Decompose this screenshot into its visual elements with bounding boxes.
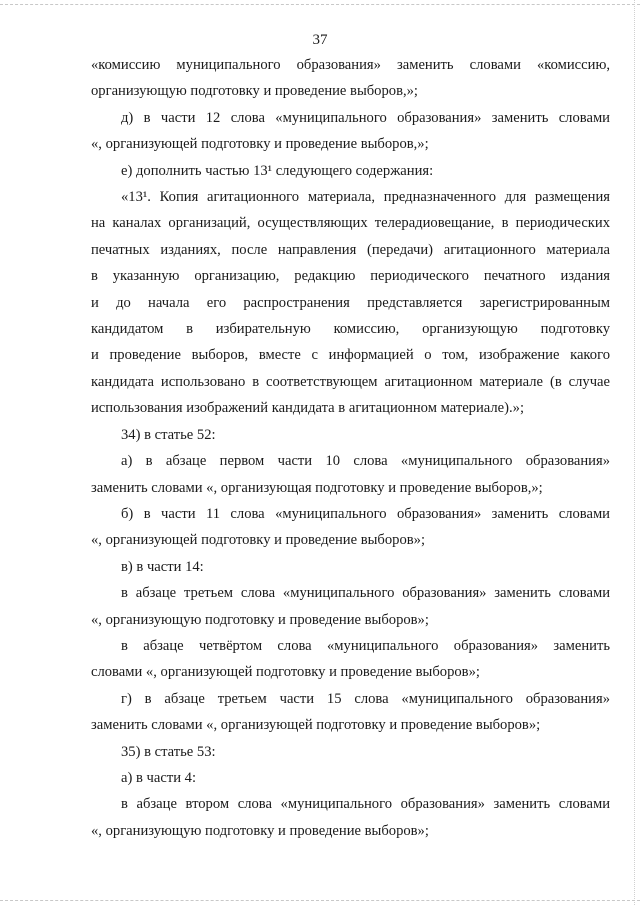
text-line-content: использования изображений кандидата в агитационном материале).»;	[91, 400, 525, 417]
text-line	[91, 290, 610, 316]
text-line-content: б) в части 11 слова «муниципального образования» заменить словами	[121, 505, 610, 522]
text-line-content: в указанную организацию, редакцию периодического печатного издания	[91, 268, 610, 285]
text-line-content: е) дополнить частью 13¹ следующего содержания:	[121, 162, 434, 179]
text-line	[91, 395, 610, 421]
scan-right-edge	[634, 0, 635, 905]
text-line-content: «, организующую подготовку и проведение выборов»;	[91, 822, 429, 839]
text-line	[91, 739, 610, 765]
text-line-content: 35) в статье 53:	[121, 743, 216, 760]
text-line-content: и до начала его распространения представляется зарегистрированным	[91, 294, 610, 311]
text-line-content: д) в части 12 слова «муниципального образования» заменить словами	[121, 109, 610, 126]
text-line	[91, 263, 610, 289]
text-line	[91, 818, 610, 844]
text-line-content: в абзаце втором слова «муниципального образования» заменить словами	[121, 796, 610, 813]
text-line-content: заменить словами «, организующая подготовку и проведение выборов,»;	[91, 479, 543, 496]
text-line	[91, 659, 610, 685]
text-line	[91, 158, 610, 184]
text-line	[91, 791, 610, 817]
text-line	[91, 184, 610, 210]
text-line	[91, 422, 610, 448]
text-line	[91, 105, 610, 131]
text-line	[91, 448, 610, 474]
text-line-content: г) в абзаце третьем части 15 слова «муниципального образования»	[121, 690, 610, 707]
text-line-content: в абзаце третьем слова «муниципального образования» заменить словами	[121, 585, 610, 602]
text-line-content: печатных изданиях, после направления (передачи) агитационного материала	[91, 241, 610, 258]
text-line	[91, 527, 610, 553]
text-line-content: словами «, организующей подготовку и проведение выборов»;	[91, 664, 480, 681]
text-line-content: «, организующей подготовку и проведение выборов»;	[91, 532, 425, 549]
text-line	[91, 369, 610, 395]
text-line	[91, 712, 610, 738]
scan-top-edge	[0, 0, 640, 5]
page-number: 37	[312, 32, 328, 48]
text-line-content: на каналах организаций, осуществляющих телерадиовещание, в периодических	[91, 215, 610, 232]
text-line-content: кандидатом в избирательную комиссию, организующую подготовку	[91, 321, 610, 338]
text-line-content: в) в части 14:	[121, 558, 204, 575]
text-line-content: «, организующую подготовку и проведение выборов»;	[91, 611, 429, 628]
text-line	[91, 210, 610, 236]
text-line	[91, 475, 610, 501]
text-line-content: «, организующей подготовку и проведение выборов,»;	[91, 136, 429, 153]
text-line-content: 34) в статье 52:	[121, 426, 216, 443]
text-line	[91, 686, 610, 712]
text-line-content: «комиссию муниципального образования» заменить словами «комиссию,	[91, 57, 610, 73]
text-line	[91, 580, 610, 606]
text-line-content: кандидата использовано в соответствующем агитационном материале (в случае	[91, 373, 610, 390]
document-body	[91, 52, 610, 844]
text-line-content: в абзаце четвёртом слова «муниципального образования» заменить	[121, 637, 610, 654]
text-line	[91, 237, 610, 263]
text-line-content: и проведение выборов, вместе с информацией о том, изображение какого	[91, 347, 610, 364]
text-line	[91, 765, 610, 791]
scan-bottom-edge	[0, 900, 640, 905]
text-line	[91, 607, 610, 633]
text-line	[91, 342, 610, 368]
text-line-content: а) в части 4:	[121, 769, 197, 786]
text-line	[91, 52, 610, 78]
text-line	[91, 633, 610, 659]
text-line	[91, 316, 610, 342]
text-line	[91, 501, 610, 527]
text-line	[91, 554, 610, 580]
text-line-content: заменить словами «, организующей подготовку и проведение выборов»;	[91, 717, 541, 734]
text-line-content: организующую подготовку и проведение выборов,»;	[91, 83, 418, 100]
text-line-content: «13¹. Копия агитационного материала, предназначенного для размещения	[121, 189, 610, 206]
text-line	[91, 78, 610, 104]
text-line	[91, 131, 610, 157]
text-line-content: а) в абзаце первом части 10 слова «муниципального образования»	[121, 453, 610, 470]
